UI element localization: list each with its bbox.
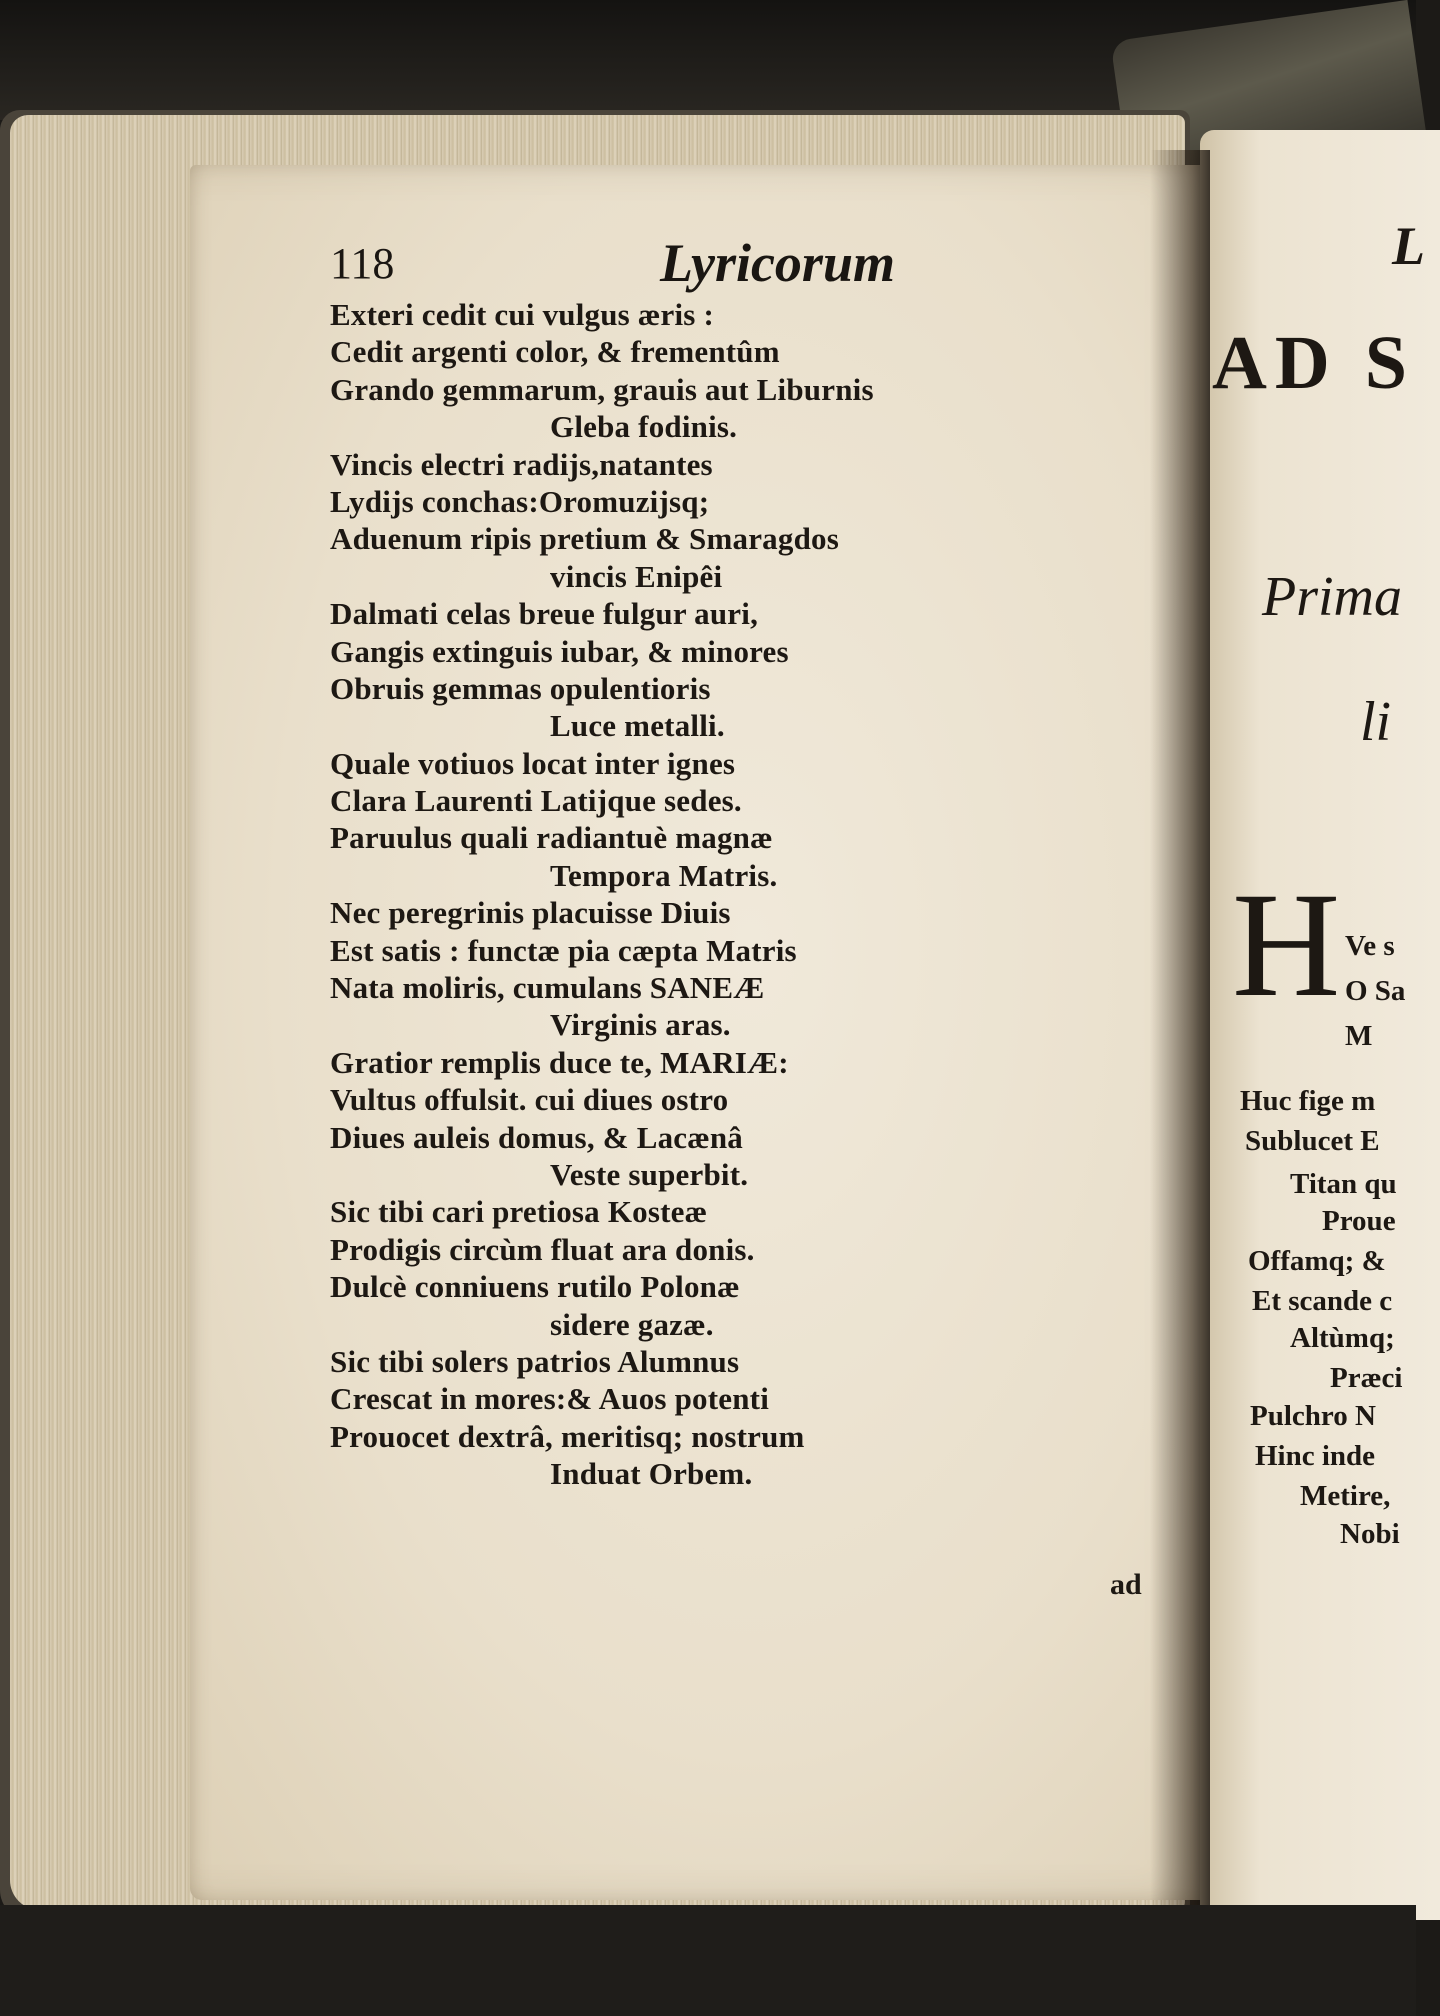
verse-line: Tempora Matris.: [550, 857, 778, 893]
verse-line: Induat Orbem.: [550, 1456, 753, 1492]
right-verse-line: M: [1345, 1020, 1373, 1052]
right-running-head: L: [1392, 216, 1425, 276]
right-verse-line: Præci: [1330, 1362, 1403, 1394]
background-bottom: [0, 1905, 1416, 2016]
verse-line: Exteri cedit cui vulgus æris :: [330, 297, 714, 332]
right-verse-line: Offamq; &: [1248, 1245, 1386, 1277]
book-gutter-shadow: [1150, 150, 1210, 1910]
verse-line: Est satis : functæ pia cæpta Matris: [330, 932, 797, 968]
right-verse-line: Titan qu: [1290, 1168, 1397, 1200]
verse-line: Prodigis circùm fluat ara donis.: [330, 1231, 755, 1267]
verse-line: Gratior remplis duce te, MARIÆ:: [330, 1044, 789, 1080]
right-verse-line: Pulchro N: [1250, 1400, 1376, 1432]
right-page-subtitle-continued: li: [1360, 691, 1392, 753]
running-head: Lyricorum: [660, 233, 895, 293]
page-number: 118: [330, 239, 395, 288]
verse-line: Vultus offulsit. cui diues ostro: [330, 1082, 729, 1118]
verse-line: Diues auleis domus, & Lacænâ: [330, 1119, 743, 1155]
verse-line: Luce metalli.: [550, 708, 725, 744]
drop-initial: H: [1232, 862, 1341, 1028]
verse-line: Cedit argenti color, & frementûm: [330, 334, 780, 370]
verse-line: Lydijs conchas:Oromuzijsq;: [330, 483, 710, 519]
catchword: ad: [1110, 1568, 1142, 1601]
right-verse-line: Sublucet E: [1245, 1125, 1380, 1157]
verse-line: Nec peregrinis placuisse Diuis: [330, 895, 731, 931]
right-verse-line: Proue: [1322, 1205, 1396, 1237]
verse-line: Gangis extinguis iubar, & minores: [330, 633, 789, 669]
verse-line: Quale votiuos locat inter ignes: [330, 745, 736, 781]
right-verse-line: O Sa: [1345, 975, 1406, 1007]
verse-line: Vincis electri radijs,natantes: [330, 446, 713, 482]
verse-line: Paruulus quali radiantuè magnæ: [330, 820, 773, 856]
poem-text: [330, 296, 990, 1493]
right-verse-line: Altùmq;: [1290, 1322, 1395, 1354]
right-verse-line: Nobi: [1340, 1518, 1400, 1550]
verse-line: Sic tibi solers patrios Alumnus: [330, 1343, 740, 1379]
verse-line: Obruis gemmas opulentioris: [330, 670, 711, 706]
verse-line: Virginis aras.: [550, 1007, 731, 1043]
verse-line: Sic tibi cari pretiosa Kosteæ: [330, 1194, 708, 1230]
verse-line: Prouocet dextrâ, meritisq; nostrum: [330, 1418, 805, 1454]
verse-line: Clara Laurenti Latijque sedes.: [330, 783, 742, 819]
right-verse-line: Hinc inde: [1255, 1440, 1376, 1472]
right-verse-line: Et scande c: [1252, 1285, 1393, 1317]
right-page-subtitle: Prima: [1262, 566, 1402, 628]
verse-line: Aduenum ripis pretium & Smaragdos: [330, 521, 839, 557]
verse-line: vincis Enipêi: [550, 558, 723, 594]
right-verse-line: Huc fige m: [1240, 1085, 1376, 1117]
verse-line: Gleba fodinis.: [550, 409, 738, 445]
verse-line: Dulcè conniuens rutilo Polonæ: [330, 1269, 740, 1305]
verse-line: Veste superbit.: [550, 1156, 749, 1192]
right-page-title: AD S: [1212, 321, 1416, 405]
verse-line: Crescat in mores:& Auos potenti: [330, 1381, 770, 1417]
verse-line: sidere gazæ.: [550, 1306, 714, 1342]
verse-line: Grando gemmarum, grauis aut Liburnis: [330, 371, 874, 407]
verse-line: Dalmati celas breue fulgur auri,: [330, 596, 759, 632]
left-page-header: [330, 232, 950, 302]
verse-line: Nata moliris, cumulans SANEÆ: [330, 970, 765, 1006]
right-verse-line: Ve s: [1345, 930, 1395, 962]
right-verse-line: Metire,: [1300, 1480, 1391, 1512]
